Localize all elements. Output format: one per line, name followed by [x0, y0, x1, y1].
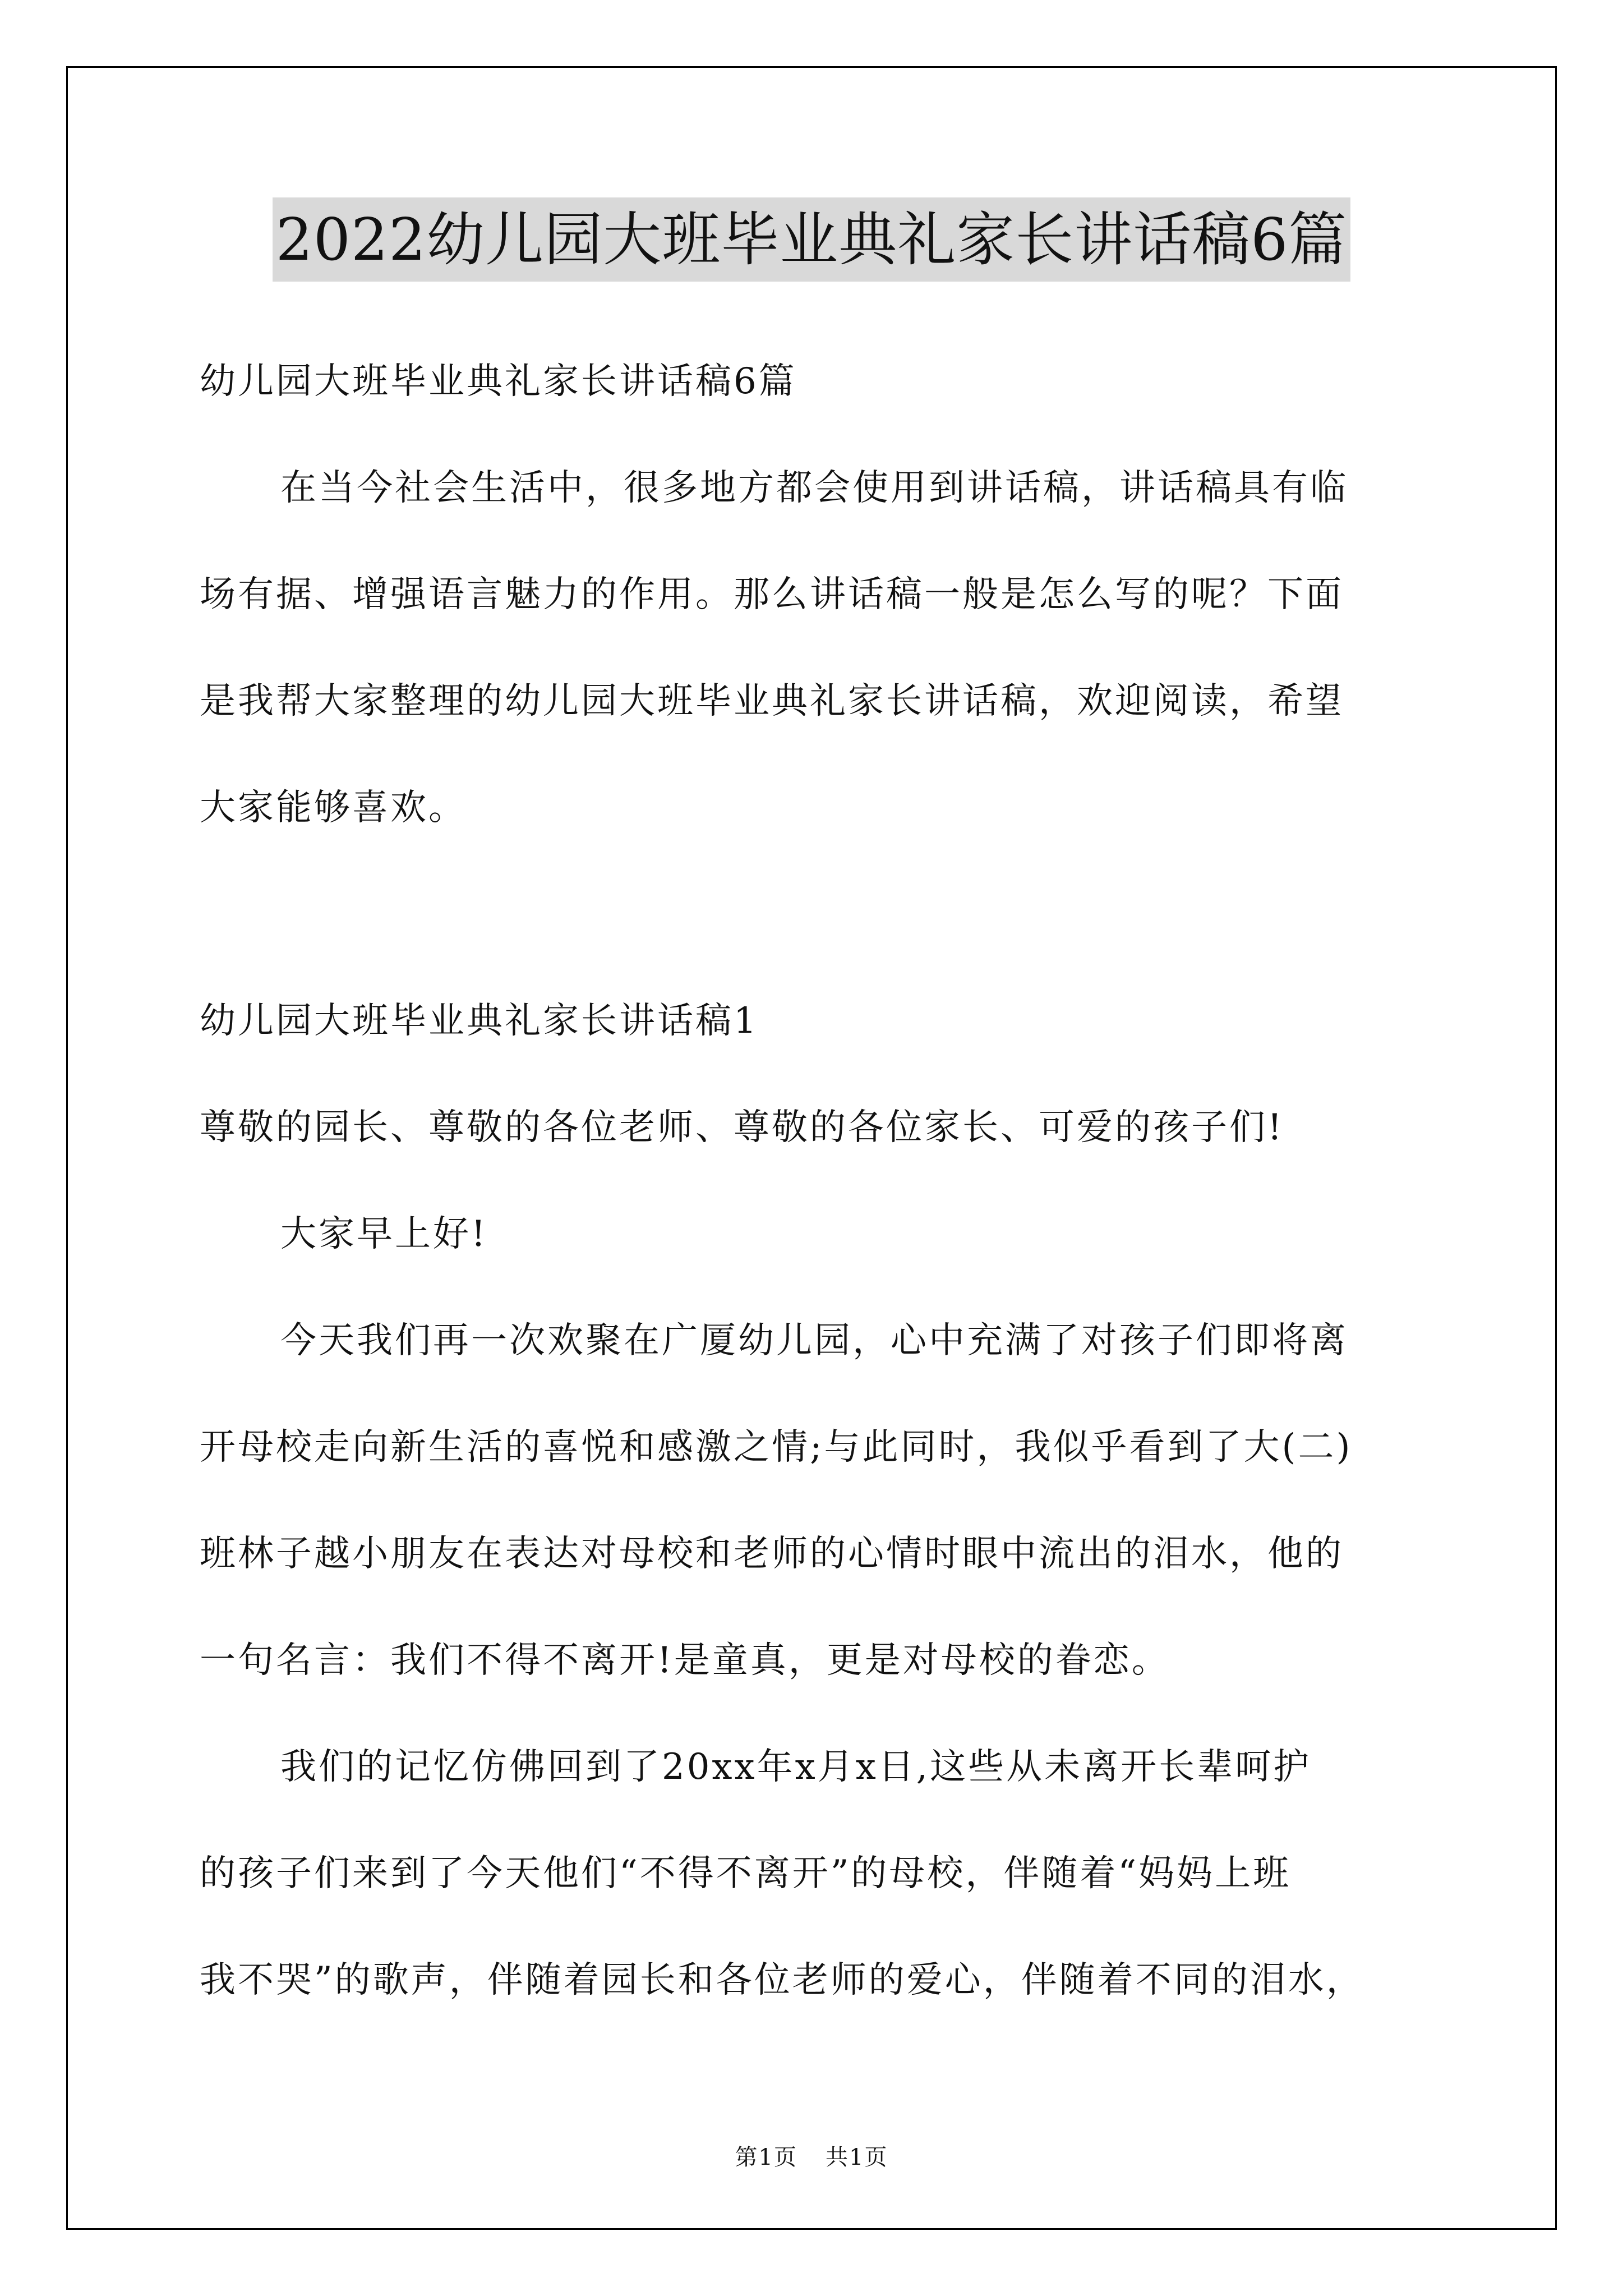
- intro-line: 是我帮大家整理的幼儿园大班毕业典礼家长讲话稿，欢迎阅读，希望: [200, 680, 1344, 722]
- paragraph-line: 的孩子们来到了今天他们“不得不离开”的母校，伴随着“妈妈上班: [200, 1853, 1292, 1894]
- paragraph-line: 今天我们再一次欢聚在广厦幼儿园，心中充满了对孩子们即将离: [280, 1320, 1348, 1361]
- page-total: 共1页: [826, 2145, 888, 2170]
- page-number: 第1页: [735, 2145, 797, 2170]
- greeting: 大家早上好!: [280, 1213, 488, 1255]
- paragraph-line: 我不哭”的歌声，伴随着园长和各位老师的爱心，伴随着不同的泪水，: [200, 1959, 1364, 2001]
- intro-line: 在当今社会生活中，很多地方都会使用到讲话稿，讲话稿具有临: [280, 467, 1348, 509]
- intro-line: 大家能够喜欢。: [200, 787, 467, 829]
- page-footer: [0, 2141, 1623, 2174]
- paragraph-line: 班林子越小朋友在表达对母校和老师的心情时眼中流出的泪水，他的: [200, 1533, 1344, 1575]
- paragraph-line: 一句名言：我们不得不离开!是童真，更是对母校的眷恋。: [200, 1640, 1170, 1681]
- document-title: [0, 197, 1623, 282]
- section-heading: 幼儿园大班毕业典礼家长讲话稿1: [200, 1000, 759, 1042]
- title-text: 2022幼儿园大班毕业典礼家长讲话稿6篇: [273, 197, 1351, 282]
- paragraph-line: 开母校走向新生活的喜悦和感激之情;与此同时，我似乎看到了大(二): [200, 1427, 1353, 1468]
- salutation: 尊敬的园长、尊敬的各位老师、尊敬的各位家长、可爱的孩子们!: [200, 1107, 1284, 1148]
- paragraph-line: 我们的记忆仿佛回到了20xx年x月x日,这些从未离开长辈呵护: [280, 1746, 1312, 1788]
- subtitle: 幼儿园大班毕业典礼家长讲话稿6篇: [200, 361, 797, 402]
- intro-line: 场有据、增强语言魅力的作用。那么讲话稿一般是怎么写的呢？下面: [200, 574, 1344, 615]
